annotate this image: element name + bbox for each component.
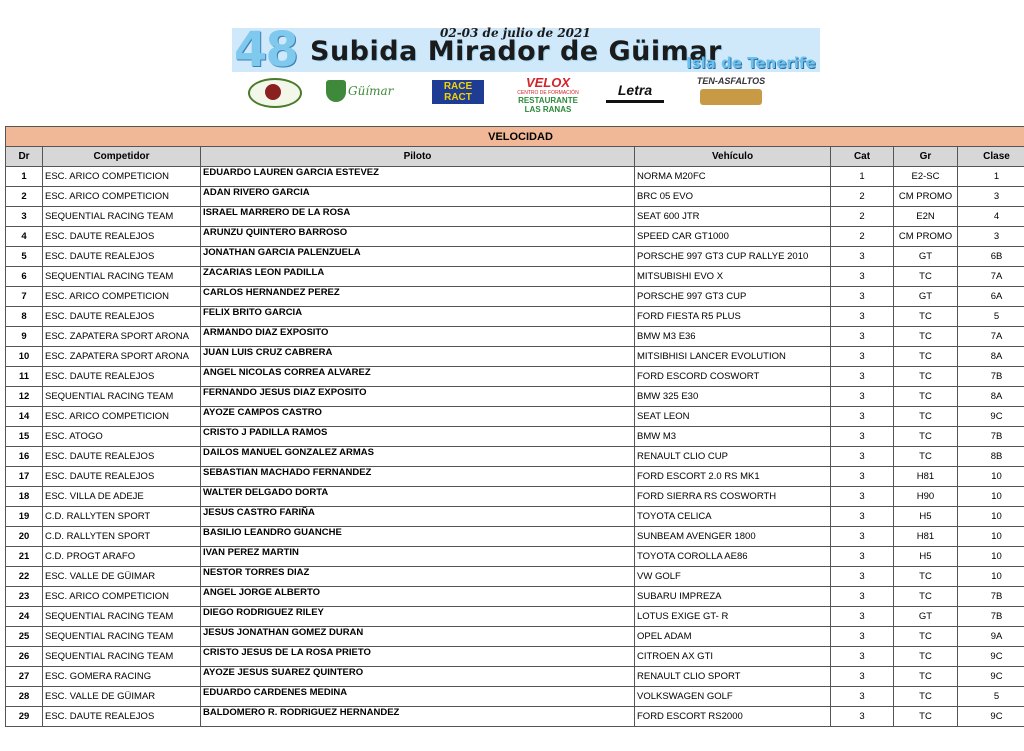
cell-vehiculo: SEAT LEON — [635, 407, 831, 427]
cell-gr: TC — [894, 267, 958, 287]
table-row — [6, 187, 1024, 207]
cell-clase: 9C — [958, 647, 1024, 667]
cell-piloto: NESTOR TORRES DIAZ — [201, 567, 635, 587]
cell-gr: H81 — [894, 527, 958, 547]
cell-cat: 2 — [831, 187, 894, 207]
section-title: VELOCIDAD — [6, 127, 1024, 147]
cell-gr: TC — [894, 307, 958, 327]
table-row — [6, 307, 1024, 327]
table-row — [6, 707, 1024, 727]
cell-piloto: JESUS JONATHAN GOMEZ DURAN — [201, 627, 635, 647]
cell-clase: 7B — [958, 587, 1024, 607]
col-header-piloto: Piloto — [201, 147, 635, 167]
cell-vehiculo: SEAT 600 JTR — [635, 207, 831, 227]
table-row — [6, 427, 1024, 447]
cell-vehiculo: VOLKSWAGEN GOLF — [635, 687, 831, 707]
cell-vehiculo: NORMA M20FC — [635, 167, 831, 187]
cell-vehiculo: CITROEN AX GTI — [635, 647, 831, 667]
cell-competidor: ESC. VALLE DE GÜIMAR — [43, 687, 201, 707]
cell-dr: 5 — [6, 247, 43, 267]
cell-piloto: AYOZE JESUS SUAREZ QUINTERO — [201, 667, 635, 687]
table-row — [6, 627, 1024, 647]
cell-dr: 11 — [6, 367, 43, 387]
col-header-cat: Cat — [831, 147, 894, 167]
cell-vehiculo: TOYOTA CELICA — [635, 507, 831, 527]
entry-rows — [6, 167, 1024, 727]
table-row — [6, 407, 1024, 427]
cell-piloto: JONATHAN GARCIA PALENZUELA — [201, 247, 635, 267]
cell-piloto: DIEGO RODRIGUEZ RILEY — [201, 607, 635, 627]
cell-gr: TC — [894, 687, 958, 707]
cell-competidor: ESC. DAUTE REALEJOS — [43, 467, 201, 487]
cell-piloto: ISRAEL MARRERO DE LA ROSA — [201, 207, 635, 227]
event-header — [0, 0, 1024, 126]
ract-logo-text: RACT — [444, 92, 472, 103]
cell-gr: H5 — [894, 507, 958, 527]
table-row — [6, 507, 1024, 527]
cell-cat: 3 — [831, 667, 894, 687]
cell-cat: 3 — [831, 347, 894, 367]
cell-dr: 25 — [6, 627, 43, 647]
cell-piloto: JESUS CASTRO FARIÑA — [201, 507, 635, 527]
cell-piloto: SEBASTIAN MACHADO FERNANDEZ — [201, 467, 635, 487]
cell-cat: 3 — [831, 467, 894, 487]
table-row — [6, 547, 1024, 567]
cell-dr: 12 — [6, 387, 43, 407]
cell-competidor: ESC. DAUTE REALEJOS — [43, 707, 201, 727]
cell-clase: 7B — [958, 607, 1024, 627]
cell-vehiculo: BRC 05 EVO — [635, 187, 831, 207]
cell-clase: 7B — [958, 367, 1024, 387]
cell-vehiculo: MITSUBISHI EVO X — [635, 267, 831, 287]
cell-gr: TC — [894, 407, 958, 427]
cell-vehiculo: SPEED CAR GT1000 — [635, 227, 831, 247]
table-row — [6, 167, 1024, 187]
cell-piloto: ANGEL NICOLAS CORREA ALVAREZ — [201, 367, 635, 387]
cell-vehiculo: LOTUS EXIGE GT- R — [635, 607, 831, 627]
cell-clase: 9C — [958, 667, 1024, 687]
event-subtitle: Isla de Tenerife — [686, 54, 816, 72]
race-logo-text: RACE — [443, 81, 473, 92]
cell-competidor: C.D. PROGT ARAFO — [43, 547, 201, 567]
col-header-gr: Gr — [894, 147, 958, 167]
cell-clase: 9C — [958, 707, 1024, 727]
cell-piloto: CARLOS HERNANDEZ PEREZ — [201, 287, 635, 307]
cell-clase: 9A — [958, 627, 1024, 647]
cell-vehiculo: FORD FIESTA R5 PLUS — [635, 307, 831, 327]
cell-vehiculo: FORD ESCORT RS2000 — [635, 707, 831, 727]
cell-cat: 3 — [831, 367, 894, 387]
cell-cat: 3 — [831, 527, 894, 547]
cell-dr: 10 — [6, 347, 43, 367]
cell-dr: 2 — [6, 187, 43, 207]
cell-gr: TC — [894, 387, 958, 407]
cell-piloto: BALDOMERO R. RODRIGUEZ HERNANDEZ — [201, 707, 635, 727]
cell-dr: 4 — [6, 227, 43, 247]
table-row — [6, 527, 1024, 547]
cell-vehiculo: PORSCHE 997 GT3 CUP — [635, 287, 831, 307]
cell-cat: 2 — [831, 207, 894, 227]
cell-competidor: ESC. DAUTE REALEJOS — [43, 227, 201, 247]
town-crest-logo — [248, 78, 302, 108]
cell-dr: 21 — [6, 547, 43, 567]
cell-gr: TC — [894, 707, 958, 727]
cell-gr: TC — [894, 587, 958, 607]
cell-competidor: ESC. ZAPATERA SPORT ARONA — [43, 327, 201, 347]
table-row — [6, 207, 1024, 227]
cell-competidor: ESC. GOMERA RACING — [43, 667, 201, 687]
cell-cat: 3 — [831, 687, 894, 707]
cell-competidor: SEQUENTIAL RACING TEAM — [43, 207, 201, 227]
cell-vehiculo: BMW M3 — [635, 427, 831, 447]
cell-clase: 10 — [958, 567, 1024, 587]
cell-vehiculo: SUBARU IMPREZA — [635, 587, 831, 607]
cell-vehiculo: MITSIBHISI LANCER EVOLUTION — [635, 347, 831, 367]
cell-competidor: ESC. ARICO COMPETICION — [43, 587, 201, 607]
cell-clase: 5 — [958, 687, 1024, 707]
cell-cat: 3 — [831, 627, 894, 647]
cell-piloto: CRISTO J PADILLA RAMOS — [201, 427, 635, 447]
cell-dr: 15 — [6, 427, 43, 447]
cell-cat: 3 — [831, 607, 894, 627]
table-row — [6, 387, 1024, 407]
cell-competidor: SEQUENTIAL RACING TEAM — [43, 647, 201, 667]
section-header-row — [6, 127, 1024, 147]
ten-asfaltos-logo — [684, 76, 778, 106]
col-header-vehiculo: Vehículo — [635, 147, 831, 167]
ten-asfaltos-text: TEN-ASFALTOS — [696, 76, 766, 86]
cell-gr: TC — [894, 647, 958, 667]
table-row — [6, 607, 1024, 627]
table-row — [6, 467, 1024, 487]
cell-clase: 10 — [958, 487, 1024, 507]
cell-competidor: ESC. VALLE DE GÜIMAR — [43, 567, 201, 587]
table-row — [6, 227, 1024, 247]
cell-competidor: ESC. VILLA DE ADEJE — [43, 487, 201, 507]
col-header-clase: Clase — [958, 147, 1024, 167]
cell-gr: H5 — [894, 547, 958, 567]
cell-dr: 23 — [6, 587, 43, 607]
table-row — [6, 347, 1024, 367]
velox-logo — [512, 75, 584, 114]
cell-gr: TC — [894, 567, 958, 587]
cell-competidor: ESC. ARICO COMPETICION — [43, 187, 201, 207]
cell-piloto: ANGEL JORGE ALBERTO — [201, 587, 635, 607]
cell-clase: 1 — [958, 167, 1024, 187]
cell-vehiculo: BMW 325 E30 — [635, 387, 831, 407]
cell-dr: 18 — [6, 487, 43, 507]
cell-dr: 29 — [6, 707, 43, 727]
cell-clase: 10 — [958, 507, 1024, 527]
cell-gr: TC — [894, 447, 958, 467]
cell-clase: 8A — [958, 387, 1024, 407]
cell-clase: 7A — [958, 267, 1024, 287]
cell-cat: 3 — [831, 407, 894, 427]
cell-clase: 10 — [958, 527, 1024, 547]
cell-piloto: CRISTO JESUS DE LA ROSA PRIETO — [201, 647, 635, 667]
cell-gr: E2-SC — [894, 167, 958, 187]
cell-cat: 2 — [831, 227, 894, 247]
cell-piloto: WALTER DELGADO DORTA — [201, 487, 635, 507]
cell-cat: 3 — [831, 427, 894, 447]
cell-piloto: BASILIO LEANDRO GUANCHE — [201, 527, 635, 547]
cell-dr: 24 — [6, 607, 43, 627]
cell-piloto: ARUNZU QUINTERO BARROSO — [201, 227, 635, 247]
cell-clase: 3 — [958, 187, 1024, 207]
cell-vehiculo: TOYOTA COROLLA AE86 — [635, 547, 831, 567]
guimar-logo-text: Güímar — [348, 84, 394, 98]
cell-gr: H90 — [894, 487, 958, 507]
cell-clase: 5 — [958, 307, 1024, 327]
cell-dr: 9 — [6, 327, 43, 347]
letra-logo: Letra — [606, 82, 664, 103]
col-header-competidor: Competidor — [43, 147, 201, 167]
cell-vehiculo: PORSCHE 997 GT3 CUP RALLYE 2010 — [635, 247, 831, 267]
cell-dr: 7 — [6, 287, 43, 307]
cell-competidor: SEQUENTIAL RACING TEAM — [43, 607, 201, 627]
cell-clase: 6B — [958, 247, 1024, 267]
cell-piloto: DAILOS MANUEL GONZALEZ ARMAS — [201, 447, 635, 467]
cell-gr: TC — [894, 347, 958, 367]
entry-list-table — [5, 126, 1024, 727]
table-row — [6, 247, 1024, 267]
cell-clase: 3 — [958, 227, 1024, 247]
cell-competidor: ESC. DAUTE REALEJOS — [43, 307, 201, 327]
cell-competidor: ESC. ARICO COMPETICION — [43, 167, 201, 187]
cell-competidor: ESC. ARICO COMPETICION — [43, 407, 201, 427]
cell-gr: GT — [894, 287, 958, 307]
race-ract-logo — [432, 80, 484, 104]
velox-tagline: CENTRO DE FORMACIÓN — [517, 90, 579, 96]
cell-gr: GT — [894, 607, 958, 627]
cell-gr: CM PROMO — [894, 187, 958, 207]
cell-cat: 1 — [831, 167, 894, 187]
shield-icon — [326, 80, 346, 102]
cell-cat: 3 — [831, 447, 894, 467]
cell-vehiculo: RENAULT CLIO CUP — [635, 447, 831, 467]
cell-clase: 10 — [958, 547, 1024, 567]
table-row — [6, 447, 1024, 467]
cell-cat: 3 — [831, 327, 894, 347]
cell-cat: 3 — [831, 647, 894, 667]
cell-dr: 8 — [6, 307, 43, 327]
cell-dr: 14 — [6, 407, 43, 427]
cell-cat: 3 — [831, 247, 894, 267]
cell-cat: 3 — [831, 507, 894, 527]
cell-cat: 3 — [831, 287, 894, 307]
cell-competidor: ESC. ZAPATERA SPORT ARONA — [43, 347, 201, 367]
cell-cat: 3 — [831, 267, 894, 287]
cell-cat: 3 — [831, 547, 894, 567]
event-date: 02-03 de julio de 2021 — [440, 26, 591, 40]
cell-piloto: JUAN LUIS CRUZ CABRERA — [201, 347, 635, 367]
cell-vehiculo: FORD ESCORD COSWORT — [635, 367, 831, 387]
cell-dr: 1 — [6, 167, 43, 187]
cell-vehiculo: VW GOLF — [635, 567, 831, 587]
cell-cat: 3 — [831, 707, 894, 727]
cell-gr: TC — [894, 667, 958, 687]
cell-competidor: ESC. DAUTE REALEJOS — [43, 247, 201, 267]
cell-competidor: ESC. ARICO COMPETICION — [43, 287, 201, 307]
cell-gr: GT — [894, 247, 958, 267]
table-row — [6, 567, 1024, 587]
sponsor-badge-icon — [700, 89, 762, 105]
cell-competidor: ESC. ATOGO — [43, 427, 201, 447]
cell-piloto: EDUARDO CARDENES MEDINA — [201, 687, 635, 707]
cell-vehiculo: RENAULT CLIO SPORT — [635, 667, 831, 687]
cell-competidor: C.D. RALLYTEN SPORT — [43, 527, 201, 547]
cell-competidor: SEQUENTIAL RACING TEAM — [43, 627, 201, 647]
guimar-logo — [326, 80, 408, 102]
cell-clase: 7A — [958, 327, 1024, 347]
cell-gr: TC — [894, 627, 958, 647]
table-row — [6, 647, 1024, 667]
table-row — [6, 587, 1024, 607]
crest-emblem-icon — [265, 84, 281, 100]
cell-dr: 3 — [6, 207, 43, 227]
table-row — [6, 367, 1024, 387]
cell-gr: E2N — [894, 207, 958, 227]
cell-vehiculo: FORD SIERRA RS COSWORTH — [635, 487, 831, 507]
cell-clase: 8A — [958, 347, 1024, 367]
cell-clase: 7B — [958, 427, 1024, 447]
cell-dr: 22 — [6, 567, 43, 587]
cell-gr: TC — [894, 327, 958, 347]
cell-piloto: EDUARDO LAUREN GARCIA ESTEVEZ — [201, 167, 635, 187]
table-row — [6, 687, 1024, 707]
cell-competidor: SEQUENTIAL RACING TEAM — [43, 387, 201, 407]
cell-cat: 3 — [831, 307, 894, 327]
cell-clase: 10 — [958, 467, 1024, 487]
cell-vehiculo: BMW M3 E36 — [635, 327, 831, 347]
velox-line3: LAS RANAS — [524, 105, 572, 114]
table-row — [6, 267, 1024, 287]
velox-line2: RESTAURANTE — [518, 96, 578, 105]
velox-logo-text: VELOX — [525, 75, 571, 90]
col-header-dr: Dr — [6, 147, 43, 167]
cell-vehiculo: FORD ESCORT 2.0 RS MK1 — [635, 467, 831, 487]
cell-gr: TC — [894, 367, 958, 387]
cell-dr: 28 — [6, 687, 43, 707]
cell-dr: 17 — [6, 467, 43, 487]
cell-vehiculo: OPEL ADAM — [635, 627, 831, 647]
cell-cat: 3 — [831, 587, 894, 607]
cell-competidor: ESC. DAUTE REALEJOS — [43, 447, 201, 467]
cell-competidor: SEQUENTIAL RACING TEAM — [43, 267, 201, 287]
cell-dr: 20 — [6, 527, 43, 547]
table-row — [6, 327, 1024, 347]
cell-competidor: ESC. DAUTE REALEJOS — [43, 367, 201, 387]
edition-number: 48 — [234, 22, 297, 78]
cell-clase: 6A — [958, 287, 1024, 307]
cell-piloto: AYOZE CAMPOS CASTRO — [201, 407, 635, 427]
cell-gr: CM PROMO — [894, 227, 958, 247]
cell-clase: 8B — [958, 447, 1024, 467]
cell-piloto: ADAN RIVERO GARCIA — [201, 187, 635, 207]
cell-piloto: FELIX BRITO GARCIA — [201, 307, 635, 327]
cell-cat: 3 — [831, 387, 894, 407]
column-header-row — [6, 147, 1024, 167]
cell-vehiculo: SUNBEAM AVENGER 1800 — [635, 527, 831, 547]
event-title: Subida Mirador de Güimar — [310, 36, 722, 67]
cell-dr: 6 — [6, 267, 43, 287]
table-row — [6, 487, 1024, 507]
cell-piloto: ARMANDO DIAZ EXPOSITO — [201, 327, 635, 347]
table-row — [6, 667, 1024, 687]
cell-cat: 3 — [831, 567, 894, 587]
cell-gr: H81 — [894, 467, 958, 487]
cell-dr: 16 — [6, 447, 43, 467]
cell-gr: TC — [894, 427, 958, 447]
cell-clase: 9C — [958, 407, 1024, 427]
table-row — [6, 287, 1024, 307]
cell-clase: 4 — [958, 207, 1024, 227]
cell-piloto: FERNANDO JESUS DIAZ EXPOSITO — [201, 387, 635, 407]
cell-competidor: C.D. RALLYTEN SPORT — [43, 507, 201, 527]
cell-dr: 27 — [6, 667, 43, 687]
cell-piloto: ZACARIAS LEON PADILLA — [201, 267, 635, 287]
cell-dr: 19 — [6, 507, 43, 527]
cell-cat: 3 — [831, 487, 894, 507]
cell-dr: 26 — [6, 647, 43, 667]
cell-piloto: IVAN PEREZ MARTIN — [201, 547, 635, 567]
